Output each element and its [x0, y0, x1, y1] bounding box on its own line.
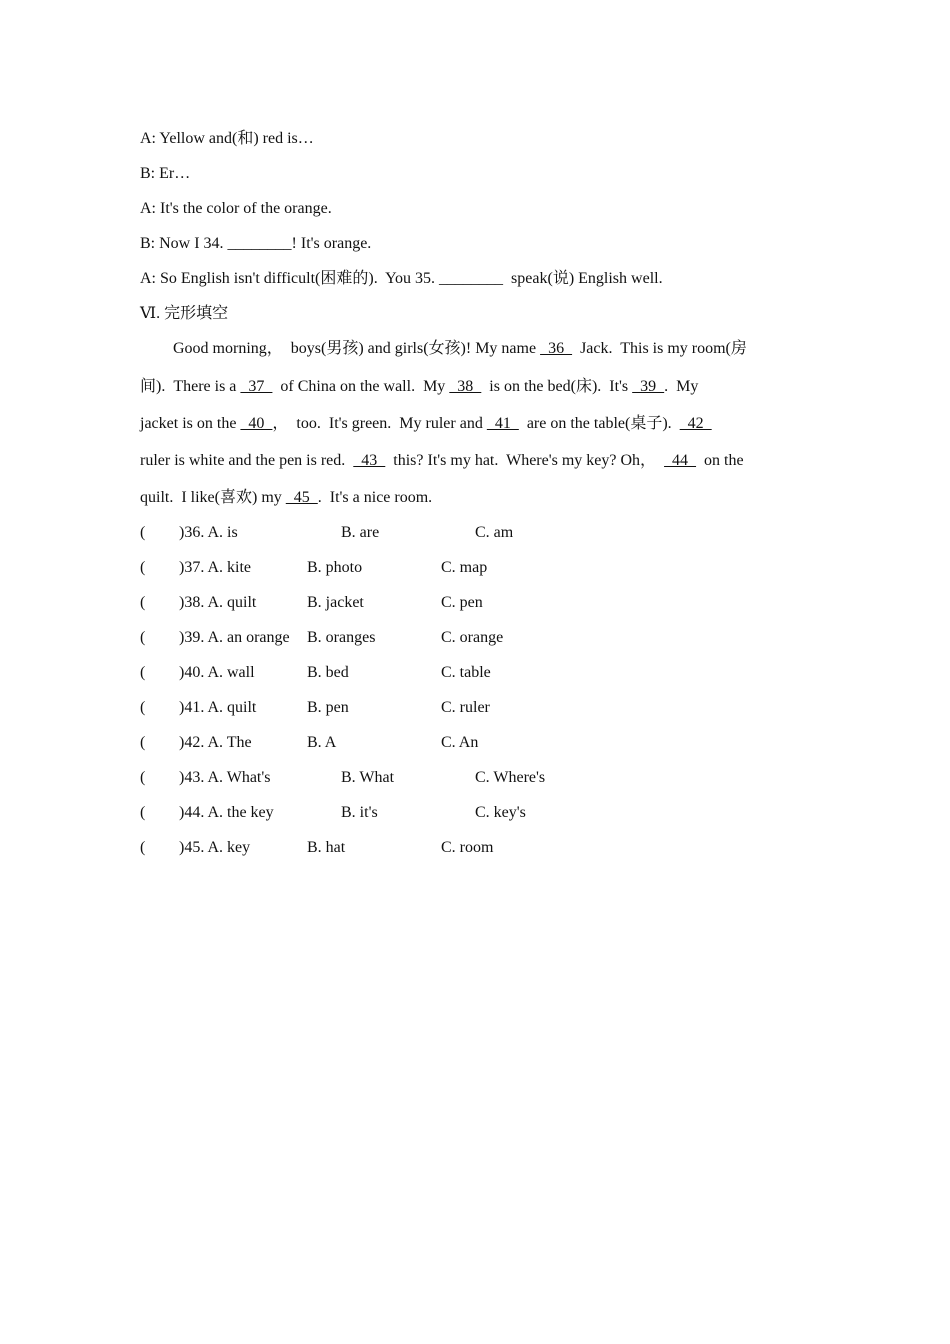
- question-option-b: B. jacket: [307, 594, 364, 611]
- blank-42: 42: [679, 415, 712, 432]
- blank-44: 44: [664, 452, 697, 469]
- question-option-c: C. key's: [475, 804, 526, 821]
- answer-paren: (: [140, 804, 146, 821]
- question-option-a: )39. A. an orange: [179, 629, 290, 646]
- dialogue-line-3: A: It's the color of the orange.: [140, 200, 332, 217]
- answer-paren: (: [140, 734, 146, 751]
- question-option-a: )37. A. kite: [179, 559, 251, 576]
- question-option-a: )38. A. quilt: [179, 594, 257, 611]
- passage-text: are on the table(桌子).: [518, 415, 680, 432]
- dialogue-line-4: B: Now I 34. ________! It's orange.: [140, 235, 372, 252]
- blank-45: 45: [285, 489, 318, 506]
- blank-41: 41: [486, 415, 519, 432]
- passage-text: 间). There is a: [140, 378, 241, 395]
- answer-paren: (: [140, 769, 146, 786]
- passage-text: . My: [664, 378, 699, 395]
- answer-paren: (: [140, 664, 146, 681]
- passage-text: is on the bed(床). It's: [481, 378, 633, 395]
- question-row: [140, 593, 740, 613]
- question-option-b: B. A: [307, 734, 337, 751]
- blank-40: 40: [240, 415, 273, 432]
- passage-text: Jack. This is my room(房: [572, 340, 747, 357]
- answer-paren: (: [140, 629, 146, 646]
- question-option-a: )41. A. quilt: [179, 699, 257, 716]
- passage-text: on the: [696, 452, 744, 469]
- question-row: [140, 663, 740, 683]
- question-option-c: C. An: [441, 734, 479, 751]
- question-option-a: )40. A. wall: [179, 664, 255, 681]
- question-option-a: )43. A. What's: [179, 769, 271, 786]
- dialogue-line-5: A: So English isn't difficult(困难的). You 35. ________ speak(说) English well.: [140, 270, 663, 287]
- question-option-b: B. it's: [341, 804, 378, 821]
- passage-line-3: [140, 414, 810, 434]
- passage-text: Good morning， boys(男孩) and girls(女孩)! My name: [173, 340, 541, 357]
- blank-39: 39: [632, 378, 665, 395]
- passage-line-2: [140, 377, 810, 397]
- blank-37: 37: [240, 378, 273, 395]
- question-option-c: C. table: [441, 664, 491, 681]
- passage-text: this? It's my hat. Where's my key? Oh，: [385, 452, 665, 469]
- passage-text: quilt. I like(喜欢) my: [140, 489, 286, 506]
- question-option-c: C. map: [441, 559, 488, 576]
- question-option-c: C. room: [441, 839, 494, 856]
- question-option-b: B. are: [341, 524, 380, 541]
- passage-line-4: [140, 451, 810, 471]
- question-option-c: C. am: [475, 524, 514, 541]
- question-option-a: )45. A. key: [179, 839, 251, 856]
- question-option-a: )44. A. the key: [179, 804, 274, 821]
- question-option-a: )36. A. is: [179, 524, 238, 541]
- question-option-b: B. photo: [307, 559, 363, 576]
- blank-36: 36: [540, 340, 573, 357]
- passage-text: jacket is on the: [140, 415, 241, 432]
- question-option-c: C. Where's: [475, 769, 546, 786]
- question-row: [140, 698, 740, 718]
- blank-38: 38: [449, 378, 482, 395]
- question-option-a: )42. A. The: [179, 734, 252, 751]
- question-option-b: B. bed: [307, 664, 349, 681]
- answer-paren: (: [140, 559, 146, 576]
- question-option-c: C. ruler: [441, 699, 490, 716]
- question-row: [140, 558, 740, 578]
- passage-text: . It's a nice room.: [317, 489, 433, 506]
- question-option-b: B. pen: [307, 699, 349, 716]
- question-row: [140, 523, 740, 543]
- passage-text: of China on the wall. My: [272, 378, 450, 395]
- question-row: [140, 733, 740, 753]
- question-option-c: C. orange: [441, 629, 504, 646]
- question-row: [140, 838, 740, 858]
- blank-43: 43: [353, 452, 386, 469]
- question-row: [140, 628, 740, 648]
- answer-paren: (: [140, 594, 146, 611]
- dialogue-line-1: A: Yellow and(和) red is…: [140, 130, 314, 147]
- question-option-b: B. oranges: [307, 629, 376, 646]
- passage-text: ruler is white and the pen is red.: [140, 452, 354, 469]
- section-title: Ⅵ. 完形填空: [140, 305, 229, 322]
- passage-line-5: [140, 488, 810, 508]
- question-option-b: B. hat: [307, 839, 346, 856]
- question-row: [140, 768, 740, 788]
- passage-text: ， too. It's green. My ruler and: [272, 415, 487, 432]
- question-row: [140, 803, 740, 823]
- answer-paren: (: [140, 524, 146, 541]
- question-option-c: C. pen: [441, 594, 483, 611]
- answer-paren: (: [140, 699, 146, 716]
- question-option-b: B. What: [341, 769, 395, 786]
- dialogue-line-2: B: Er…: [140, 165, 191, 182]
- passage-line-1: [173, 339, 843, 359]
- answer-paren: (: [140, 839, 146, 856]
